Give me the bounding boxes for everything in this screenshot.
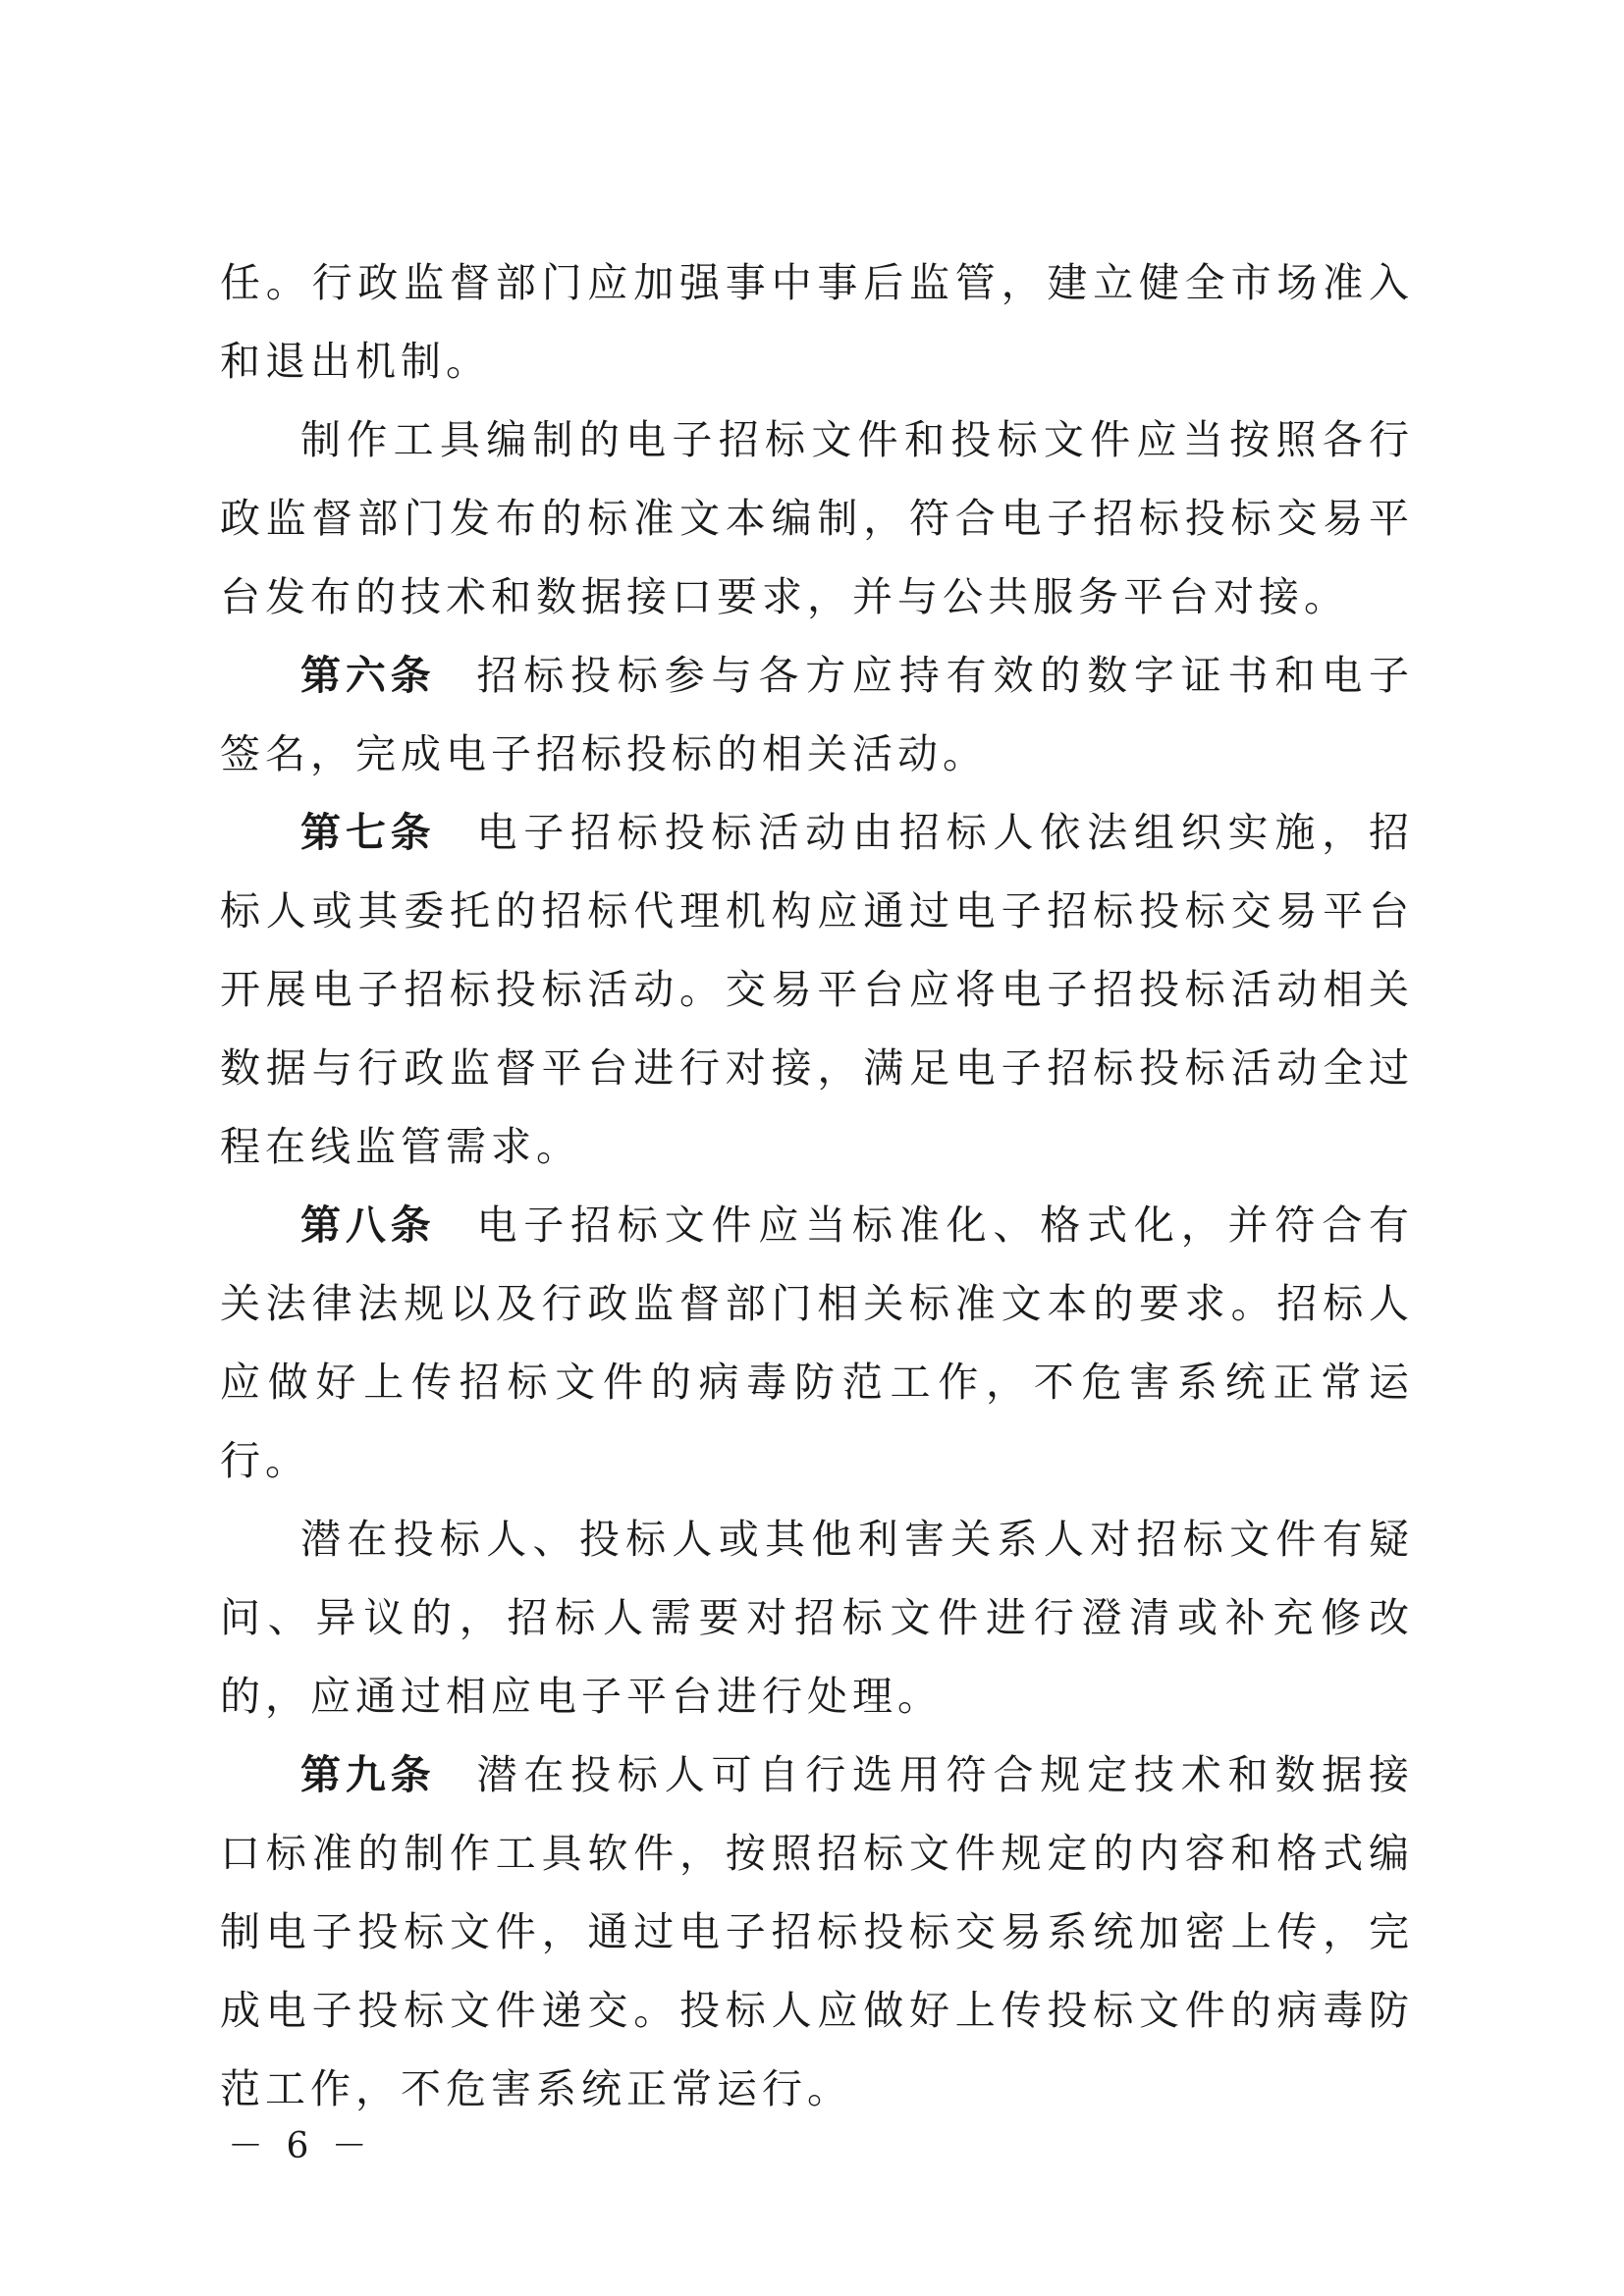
article-9: [220, 1735, 1414, 2128]
document-body: [220, 243, 1414, 2128]
article-8: [220, 1186, 1414, 1500]
article-6: [220, 636, 1414, 793]
article-7: [220, 793, 1414, 1186]
article-7-title: 第七条: [300, 809, 436, 856]
paragraph-text: 潜在投标人、投标人或其他利害关系人对招标文件有疑问、异议的，招标人需要对招标文件进行澄清或补充修改的，应通过相应电子平台进行处理。: [220, 1516, 1414, 1720]
article-9-title: 第九条: [300, 1751, 436, 1798]
article-7-text: 电子招标投标活动由招标人依法组织实施，招标人或其委托的招标代理机构应通过电子招标投标交易平台开展电子招标投标活动。交易平台应将电子招投标活动相关数据与行政监督平台进行对接，满足电子招标投标活动全过程在线监管需求。: [220, 809, 1415, 1170]
paragraph-text: 任。行政监督部门应加强事中事后监管，建立健全市场准入和退出机制。: [220, 259, 1414, 385]
article-6-text: 招标投标参与各方应持有效的数字证书和电子签名，完成电子招标投标的相关活动。: [220, 652, 1415, 777]
article-8-title: 第八条: [300, 1201, 436, 1249]
paragraph-text: 制作工具编制的电子招标文件和投标文件应当按照各行政监督部门发布的标准文本编制，符合电子招标投标交易平台发布的技术和数据接口要求，并与公共服务平台对接。: [220, 416, 1414, 620]
page-number: － 6 －: [228, 2126, 373, 2166]
article-8-text: 电子招标文件应当标准化、格式化，并符合有关法律法规以及行政监督部门相关标准文本的要求。招标人应做好上传招标文件的病毒防范工作，不危害系统正常运行。: [220, 1201, 1415, 1484]
article-9-text: 潜在投标人可自行选用符合规定技术和数据接口标准的制作工具软件，按照招标文件规定的内容和格式编制电子投标文件，通过电子招标投标交易系统加密上传，完成电子投标文件递交。投标人应做好上传投标文件的病毒防范工作，不危害系统正常运行。: [220, 1751, 1415, 2112]
paragraph-objections: [220, 1500, 1414, 1735]
paragraph-continuation: [220, 243, 1414, 400]
article-6-title: 第六条: [300, 652, 436, 699]
paragraph-tool-standards: [220, 400, 1414, 636]
